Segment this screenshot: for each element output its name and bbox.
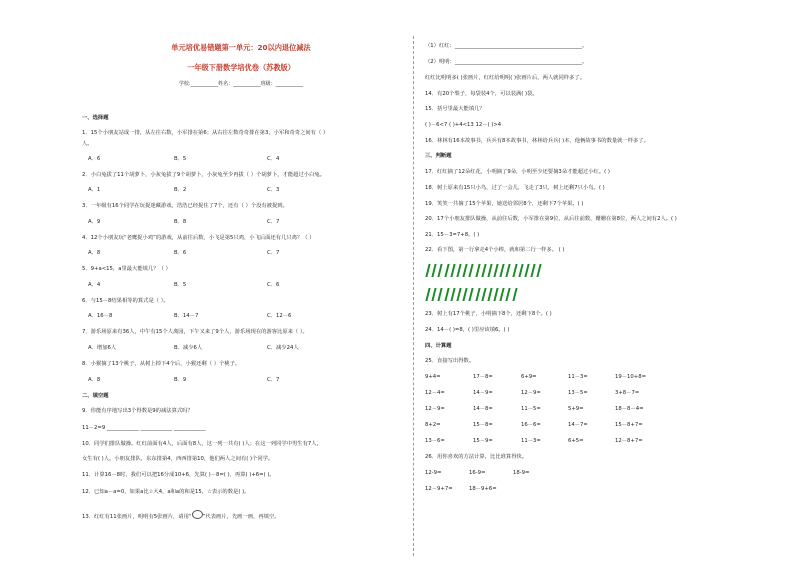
stick [456,288,461,301]
question-3: 3．一年级有16个同学在玩捉迷藏游戏，浩浩已经捉住了7个，还有（ ）个没有被捉到。 [82,203,288,209]
calc-item: 19－10+8= [615,374,647,380]
calc-item: 13－5= [568,390,588,396]
question-14: 14．有20个梨子，每袋装4个，可以装满( )袋。 [425,91,538,97]
calc-item: 14－7= [568,422,588,428]
question-20: 20．17个小朋友排队做操，从前往后数，小军排在第9位，从后往前数，姗姗在第8位，两人之间有2人。( ) [425,216,677,222]
question-16: 16．林林有16本故事书，兵兵有8本故事书，林林给兵兵( )本，他俩故事书的数量就一样多了。 [425,138,649,144]
calc-item: 18-9= [513,470,530,476]
calc-item: 14－8= [473,406,493,412]
stick [481,288,486,301]
question-9-blanks: 11－2=9 ____________ ____________ ____________ [82,425,206,431]
question-5: 5．9+a<15，a里最大能填几？（ ） [82,266,171,272]
stick [487,264,492,277]
stick [432,288,437,301]
option-b: B．14－7 [174,313,199,319]
question-10: 10．同学们排队做操。红红前面有4人，后面有8人，这一列一共有( )人；在这一列同学中男生有7人， [82,441,322,447]
calc-item: 18－9+6= [469,486,497,492]
calc-item: 12－9= [425,406,445,412]
stick [506,288,511,301]
question-4: 4．12个小朋友玩“老鹰捉小鸡”的游戏，从前往后数，小飞是第5只鸡，小飞后面还有几只鸡？（ ） [82,235,315,241]
stick [537,264,542,277]
stick [524,264,529,277]
q13-part-3: 红红比明明多( )张画片，红红给明明( )张画片后，两人就同样多了。 [425,75,585,81]
stick [450,288,455,301]
option-c: C．7 [267,250,280,256]
option-a: A．9 [88,219,101,225]
calc-item: 15－8= [473,422,493,428]
calc-item: 14－9= [473,390,493,396]
question-19: 19．笑笑一共摘了15个苹果，她送给邻居8个，还剩下7个苹果。( ) [425,201,584,207]
option-b: B．9 [174,377,187,383]
question-1: 1．15个小朋友站成一排，从左往右数，小军排在第6；从右往左数奇奇排在第3，小军和奇奇之间有（ ） [82,130,329,136]
calc-item: 12-9= [425,470,442,476]
sticks-row-2 [427,288,516,301]
calc-item: 15－8+7= [615,422,643,428]
option-b: B．8 [174,219,187,225]
stick [500,264,505,277]
question-13 [82,510,280,520]
stick [487,288,492,301]
option-c: C．6 [267,282,280,288]
question-25: 25．直接写出得数。 [425,358,475,364]
question-13-text: 13．红红有11张画片，明明有5张画片，请用“ [82,514,192,520]
question-6: 6．与15－8结果相等的算式是（ ）。 [82,298,169,304]
question-15: 15．括号里最大能填几？ [425,106,485,112]
question-26: 26．用你喜欢的方法计算，比比谁算得快。 [425,454,528,460]
option-b: B．5 [174,156,187,162]
worksheet-title: 单元培优易错题第一单元：20以内退位减法 [171,43,311,52]
option-c: C．7 [267,377,280,383]
stick [456,264,461,277]
calc-item: 3+8－7= [615,390,640,396]
stick [475,264,480,277]
stick [438,288,443,301]
calc-item: 16-9= [469,470,486,476]
stick [432,264,437,277]
question-18: 18．树上原来有15只小鸟，过了一会儿，飞走了3只，树上还剩7只小鸟。( ) [425,185,605,191]
question-24: 24．14－( )=8，( )里应该填6。( ) [425,327,510,333]
option-a: A．6 [88,156,101,162]
question-13-text-end: ”代表画片，先画一画，再填空。 [202,514,280,520]
calc-item: 13－6= [425,438,445,444]
stick [500,288,505,301]
stick [450,264,455,277]
stick [506,264,511,277]
question-12: 12．已知a－a=0，如果a比☆大4，a和a的和是15，☆表示的数是( )。 [82,489,250,495]
stick [493,288,498,301]
calc-item: 6+5= [568,438,584,444]
stick [475,288,480,301]
stick [469,264,474,277]
stick [518,264,523,277]
stick [531,264,536,277]
option-b: B．5 [174,282,187,288]
calc-item: 9+4= [425,374,441,380]
question-8: 8．小猴摘了13个桃子，从树上掉下4个后，小猴还剩（ ）个桃子。 [82,361,241,367]
question-15-blanks: ( )－6<7 ( )+4<13 12－( )>4 [425,122,502,128]
question-22: 22．看下图，第一行拿走4个小棒，就和第二行一样多。 ( ) [425,247,565,253]
column-divider [413,36,414,556]
option-a: A．增加6人 [88,345,117,351]
calc-item: 16－6= [521,422,541,428]
section-calc-heading: 四、计算题 [425,343,452,349]
calc-item: 11－5= [521,406,541,412]
stick [481,264,486,277]
student-info-line: 学校:___________姓名：___________班级：___________ [178,81,304,87]
option-b: B．减少6人 [174,345,203,351]
circle-icon [192,510,203,519]
calc-item: 12－9+7= [425,486,453,492]
option-b: B．6 [174,250,187,256]
question-7: 7．游乐场原来有36人，中午有15个人离园，下午又来了9个人，游乐场现在的游客比原来（ ）。 [82,329,308,335]
calc-item: 12－4= [425,390,445,396]
stick [463,264,468,277]
section-judge-heading: 三、判断题 [425,153,452,159]
stick [493,264,498,277]
q13-part-1: （1）红红：________________________________________________。 [425,43,588,49]
calc-item: 17－8= [473,374,493,380]
stick [444,264,449,277]
stick [425,288,430,301]
option-b: B．2 [174,187,187,193]
option-c: C．减少24人 [267,345,299,351]
option-a: A．1 [88,187,101,193]
sticks-row-1 [427,264,540,277]
calc-item: 5+9= [568,406,584,412]
calc-item: 8+2= [425,422,441,428]
stick [512,288,517,301]
q13-part-2: （2）明明：________________________________________________。 [425,59,588,65]
option-a: A．4 [88,282,101,288]
option-a: A．8 [88,250,101,256]
stick [438,264,443,277]
option-c: C．3 [267,187,280,193]
calc-item: 18－8－4= [615,406,644,412]
option-a: A．8 [88,377,101,383]
question-21: 21．15－3=7+8。( ) [425,232,480,238]
question-1-cont: 人。 [82,141,93,147]
question-2: 2．小白兔拔了11个胡萝卜，小灰兔拔了9个胡萝卜，小灰兔至少再拔（ ）个胡萝卜，才能超过小白兔。 [82,172,325,178]
question-11: 11．计算16－8时，我们可以把16分成10+6，先算( )－8=( )，再算( )+6=( )。 [82,472,275,478]
worksheet-subtitle: 一年级下册数学培优卷（苏教版） [187,63,295,72]
calc-item: 15－9= [473,438,493,444]
question-9: 9．你能有序地写出3个得数是9的减法算式吗？ [82,408,193,414]
calc-item: 6+9= [521,374,537,380]
calc-item: 12－8+7= [615,438,643,444]
question-17: 17．红红摘了12朵红花，小明摘了9朵，小明至少还要摘3朵才能超过小红。( ) [425,169,610,175]
question-23: 23．树上有17个桃子，小明摘下8个，还剩下8个。( ) [425,311,552,317]
option-c: C．7 [267,219,280,225]
section-choice-heading: 一、选择题 [82,115,109,121]
stick [512,264,517,277]
option-c: C．12－6 [267,313,292,319]
calc-item: 12－9= [521,390,541,396]
section-fill-heading: 二、填空题 [82,393,109,399]
stick [469,288,474,301]
question-10-cont: 女生有( )人。小朋友排队，东东排第4，西西排第10，他们两人之间有( )个同学。 [82,456,274,462]
stick [444,288,449,301]
calc-item: 11－3= [568,374,588,380]
option-a: A．16－8 [88,313,113,319]
option-c: C．4 [267,156,280,162]
stick [463,288,468,301]
calc-item: 11－3= [521,438,541,444]
stick [425,264,430,277]
